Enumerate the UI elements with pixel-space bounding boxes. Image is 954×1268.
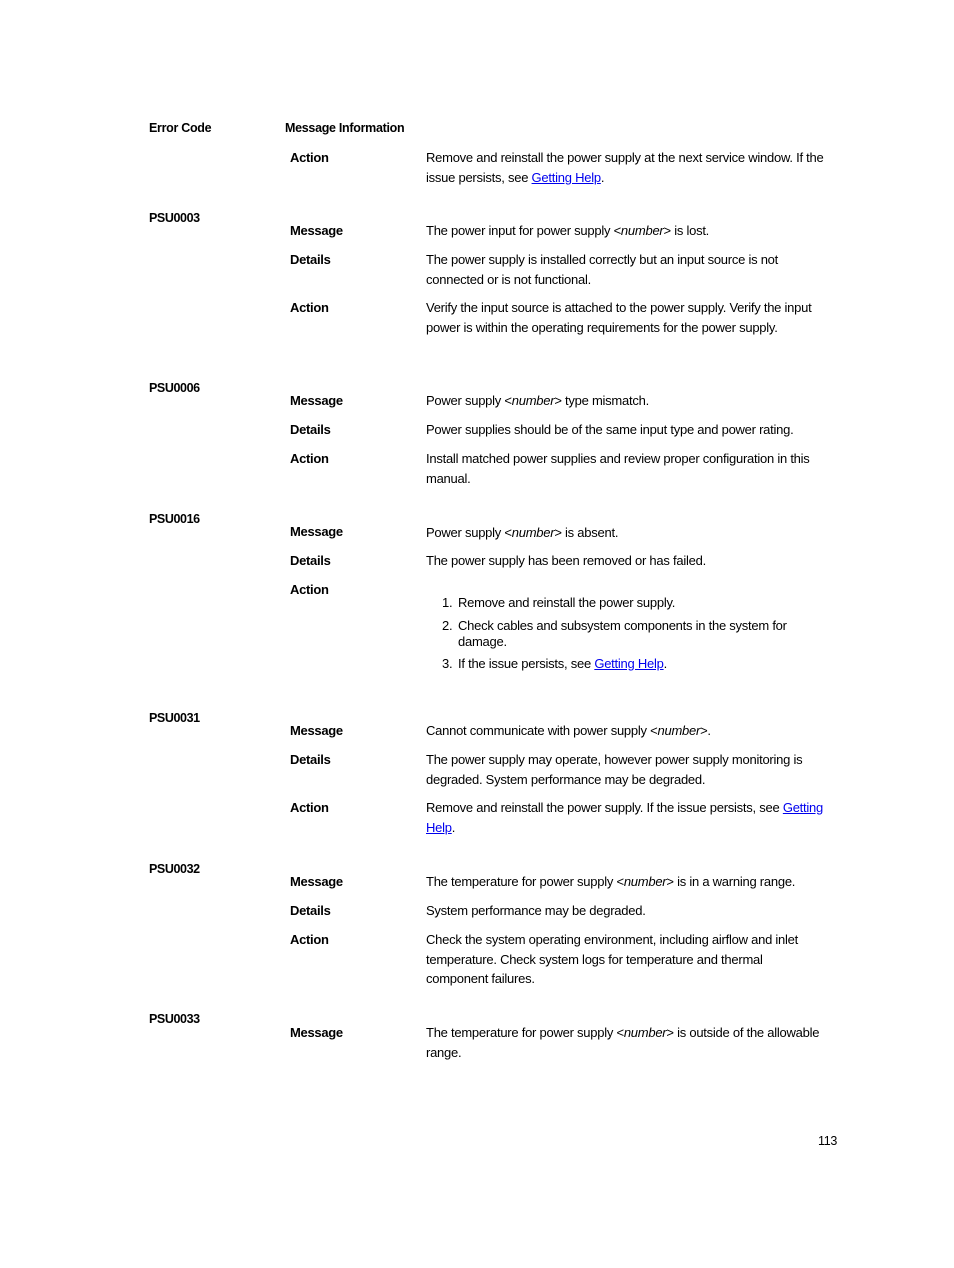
message-text bbox=[426, 523, 826, 543]
list-item-text-end: . bbox=[663, 656, 667, 671]
details-label: Details bbox=[290, 553, 331, 568]
details-text: The power supply may operate, however power supply monitoring is degraded. System performance may be degraded. bbox=[426, 752, 803, 787]
action-text bbox=[426, 798, 826, 837]
list-item bbox=[442, 618, 827, 650]
message-text bbox=[426, 221, 826, 241]
message-text-start: The temperature for power supply < bbox=[426, 1025, 624, 1040]
message-text bbox=[426, 721, 826, 741]
message-label: Message bbox=[290, 723, 343, 738]
message-text bbox=[426, 391, 826, 411]
message-variable: number bbox=[623, 874, 667, 889]
error-code-psu0033: PSU0033 bbox=[149, 1012, 200, 1026]
error-code-psu0016: PSU0016 bbox=[149, 512, 200, 526]
action-text: Install matched power supplies and review proper configuration in this manual. bbox=[426, 451, 810, 486]
message-text-end: >. bbox=[700, 723, 711, 738]
message-text-end: > type mismatch. bbox=[554, 393, 649, 408]
message-text bbox=[426, 1023, 826, 1062]
message-variable: number bbox=[511, 393, 555, 408]
action-text: Verify the input source is attached to the power supply. Verify the input power is within the operating requirements for the power supply. bbox=[426, 300, 812, 335]
message-label: Message bbox=[290, 223, 343, 238]
action-label: Action bbox=[290, 150, 329, 165]
message-variable: number bbox=[511, 525, 555, 540]
action-text-end: . bbox=[451, 819, 456, 835]
message-variable: number bbox=[657, 723, 701, 738]
list-item-number: 3. bbox=[442, 656, 453, 671]
message-information-header: Message Information bbox=[285, 121, 405, 135]
message-label: Message bbox=[290, 524, 343, 539]
message-label: Message bbox=[290, 874, 343, 889]
details-text: System performance may be degraded. bbox=[426, 903, 646, 918]
message-variable: number bbox=[620, 223, 664, 238]
action-label: Action bbox=[290, 932, 329, 947]
action-text-body: Remove and reinstall the power supply at the next service window. If the issue persists, see bbox=[426, 150, 824, 185]
error-code-psu0003: PSU0003 bbox=[149, 211, 200, 225]
list-item-number: 2. bbox=[442, 618, 453, 633]
action-text-end: . bbox=[600, 169, 605, 185]
details-text: The power supply is installed correctly but an input source is not connected or is not functional. bbox=[426, 252, 779, 287]
error-code-psu0006: PSU0006 bbox=[149, 381, 200, 395]
list-item bbox=[442, 656, 827, 672]
list-item bbox=[442, 595, 827, 611]
list-item-number: 1. bbox=[442, 595, 453, 610]
error-code-psu0031: PSU0031 bbox=[149, 711, 200, 725]
action-text: Check the system operating environment, including airflow and inlet temperature. Check system logs for temperature and thermal component failures. bbox=[426, 932, 799, 986]
details-text: Power supplies should be of the same input type and power rating. bbox=[426, 422, 794, 437]
action-label: Action bbox=[290, 451, 329, 466]
message-text-start: The power input for power supply < bbox=[426, 223, 621, 238]
getting-help-link[interactable]: Getting Help bbox=[426, 800, 824, 835]
error-code-psu0032: PSU0032 bbox=[149, 862, 200, 876]
action-label: Action bbox=[290, 800, 329, 815]
message-text bbox=[426, 872, 826, 892]
message-text-start: Power supply < bbox=[426, 525, 512, 540]
message-text-end: > is lost. bbox=[663, 223, 710, 238]
message-label: Message bbox=[290, 1025, 343, 1040]
message-text-end: > is absent. bbox=[554, 525, 619, 540]
error-code-header: Error Code bbox=[149, 121, 212, 135]
message-text-start: Power supply < bbox=[426, 393, 512, 408]
details-label: Details bbox=[290, 252, 331, 267]
details-label: Details bbox=[290, 903, 331, 918]
action-label: Action bbox=[290, 582, 329, 597]
details-label: Details bbox=[290, 752, 331, 767]
getting-help-link[interactable]: Getting Help bbox=[594, 656, 664, 671]
action-text bbox=[426, 148, 826, 187]
details-label: Details bbox=[290, 422, 331, 437]
message-text-end: > is in a warning range. bbox=[666, 874, 796, 889]
action-steps-list bbox=[442, 595, 827, 672]
message-variable: number bbox=[623, 1025, 667, 1040]
details-text: The power supply has been removed or has failed. bbox=[426, 553, 706, 568]
action-label: Action bbox=[290, 300, 329, 315]
list-item-text: If the issue persists, see bbox=[458, 656, 595, 671]
getting-help-link[interactable]: Getting Help bbox=[531, 169, 601, 185]
message-text-start: Cannot communicate with power supply < bbox=[426, 723, 658, 738]
message-label: Message bbox=[290, 393, 343, 408]
page-number: 113 bbox=[818, 1134, 838, 1148]
list-item-text: Check cables and subsystem components in the system for damage. bbox=[458, 618, 787, 649]
message-text-end: > is outside of the allowable range. bbox=[426, 1025, 820, 1060]
list-item-text: Remove and reinstall the power supply. bbox=[458, 595, 676, 610]
action-text-body: Remove and reinstall the power supply. If the issue persists, see bbox=[426, 800, 783, 815]
message-text-start: The temperature for power supply < bbox=[426, 874, 624, 889]
